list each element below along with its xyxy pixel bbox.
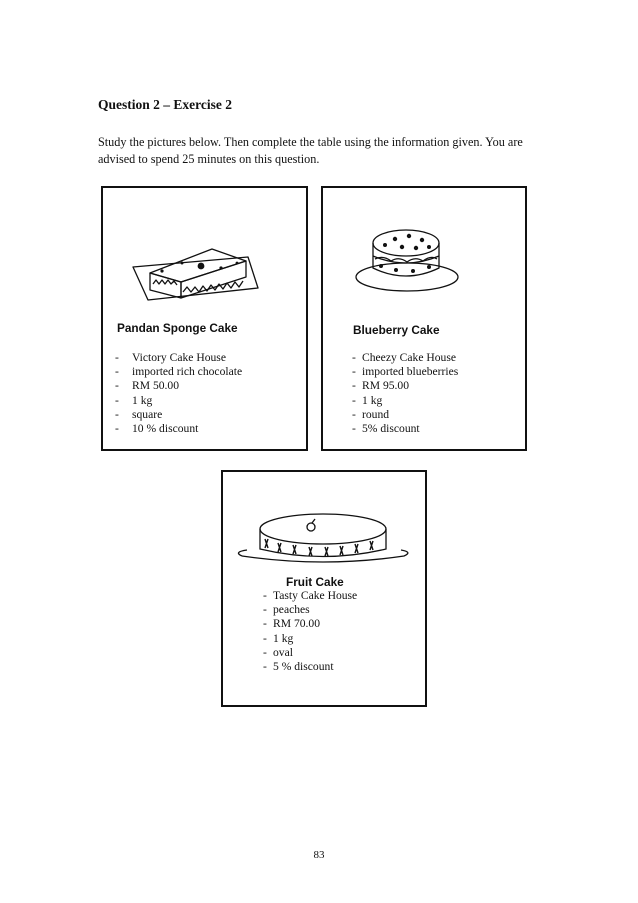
detail-item: - 1 kg (115, 393, 153, 407)
cake-name: Blueberry Cake (353, 323, 440, 337)
detail-item: - RM 70.00 (263, 617, 321, 631)
detail-item: - 5% discount (352, 422, 420, 436)
instructions-text: Study the pictures below. Then complete the table using the information given. You are advised to spend 25 minutes on this question. (98, 135, 523, 166)
detail-item: - square (115, 407, 163, 421)
cake-details-list (352, 351, 458, 436)
round-cake-illustration (323, 188, 529, 318)
detail-item: - imported rich chocolate (115, 365, 243, 379)
detail-item: - Cheezy Cake House (352, 351, 457, 364)
detail-item: - 1 kg (352, 393, 383, 407)
cake-card-fruit (221, 470, 427, 707)
question-heading: Question 2 – Exercise 2 (98, 97, 232, 112)
cake-details-list (263, 589, 357, 674)
detail-item: - round (352, 407, 390, 421)
cake-name: Pandan Sponge Cake (117, 321, 238, 335)
detail-item: - 10 % discount (115, 422, 199, 436)
cake-details-list (115, 351, 242, 436)
detail-item: - RM 95.00 (352, 379, 410, 393)
page-number: 83 (313, 849, 325, 861)
cake-card-pandan (101, 186, 308, 451)
cake-name: Fruit Cake (286, 575, 344, 589)
detail-item: - oval (263, 645, 293, 659)
detail-item: - 5 % discount (263, 660, 334, 674)
detail-item: - peaches (263, 603, 310, 617)
detail-item: - RM 50.00 (115, 379, 180, 393)
detail-item: - imported blueberries (352, 365, 459, 379)
detail-item: - Tasty Cake House (263, 589, 358, 602)
detail-item: - Victory Cake House (115, 351, 226, 364)
oval-cake-illustration (223, 472, 429, 576)
square-cake-illustration (103, 188, 310, 318)
detail-item: - 1 kg (263, 631, 294, 645)
cake-card-blueberry (321, 186, 527, 451)
